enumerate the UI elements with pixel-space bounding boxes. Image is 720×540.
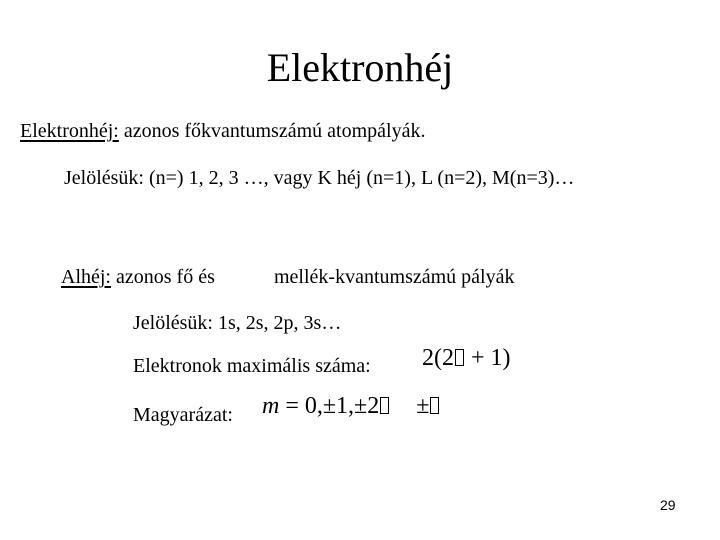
definition-subshell-text-b: mellék-kvantumszámú pályák [274,266,515,288]
definition-electron-shell-text: azonos főkvantumszámú atompályák. [118,120,426,142]
definition-subshell-text-a: azonos fő és [111,266,215,288]
page-number: 29 [660,497,676,513]
notation-shell: Jelölésük: (n=) 1, 2, 3 …, vagy K héj (n=1), L (n=2), M(n=3)… [64,167,575,189]
definition-subshell [61,264,215,290]
explanation-formula [262,393,440,420]
explanation-formula-var: m [262,393,280,419]
slide-title: Elektronhéj [266,45,454,90]
definition-electron-shell [20,118,425,144]
explanation-label: Magyarázat: [133,404,233,426]
max-electrons-formula-part-b: + 1) [465,345,511,371]
explanation-formula-part-a: = 0,±1,±2 [279,393,380,419]
notation-subshell: Jelölésük: 1s, 2s, 2p, 3s… [133,312,342,334]
explanation-formula-part-b: ± [416,393,430,419]
max-electrons-formula-part-a: 2(2 [422,345,454,371]
term-subshell: Alhéj: [61,266,111,288]
missing-glyph-box [455,349,464,366]
max-electrons-formula [422,345,511,372]
max-electrons-label: Elektronok maximális száma: [133,355,371,377]
missing-glyph-box [430,397,439,414]
missing-glyph-box [380,397,389,414]
term-electron-shell: Elektronhéj: [20,120,119,142]
